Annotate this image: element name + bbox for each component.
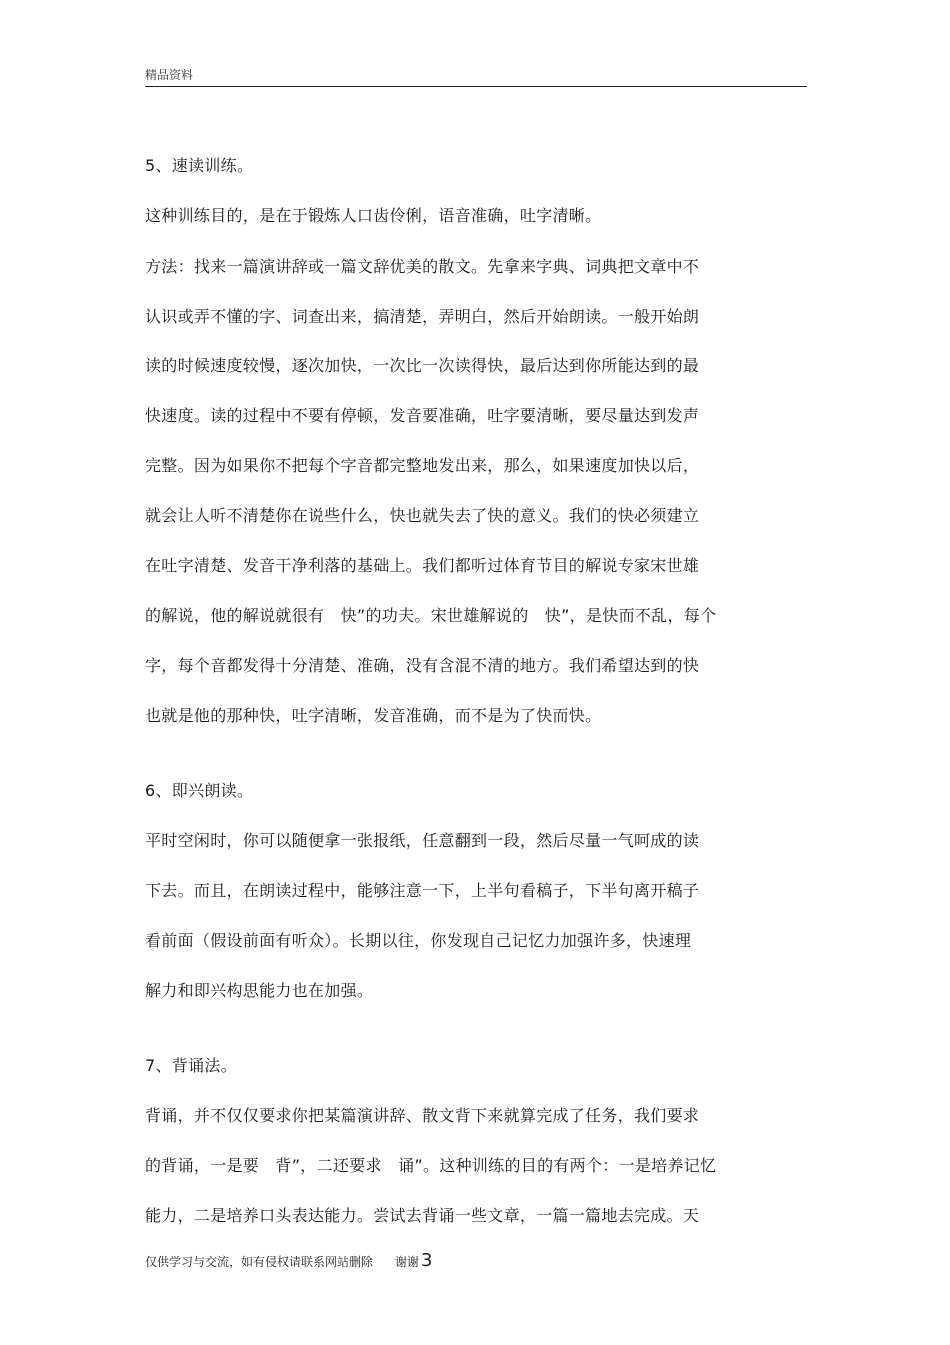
paragraph-line: 在吐字清楚、发音干净利落的基础上。我们都听过体育节目的解说专家宋世雄 (145, 556, 700, 575)
paragraph-line: 字，每个音都发得十分清楚、准确，没有含混不清的地方。我们希望达到的快 (145, 656, 700, 675)
paragraph-line: 完整。因为如果你不把每个字音都完整地发出来，那么，如果速度加快以后， (145, 456, 700, 475)
paragraph-line: 这种训练目的，是在于锻炼人口齿伶俐，语音准确，吐字清晰。 (145, 206, 602, 225)
paragraph-line: 也就是他的那种快，吐字清晰，发音准确，而不是为了快而快。 (145, 706, 602, 725)
paragraph-line: 看前面（假设前面有听众）。长期以往，你发现自己记忆力加强许多，快速理 (145, 931, 692, 950)
paragraph-line: 认识或弄不懂的字、词查出来，搞清楚，弄明白，然后开始朗读。一般开始朗 (145, 307, 700, 326)
paragraph-line: 就会让人听不清楚你在说些什么，快也就失去了快的意义。我们的快必须建立 (145, 506, 700, 525)
paragraph-line: 背诵，并不仅仅要求你把某篇演讲辞、散文背下来就算完成了任务，我们要求 (145, 1106, 700, 1125)
paragraph-line: 读的时候速度较慢，逐次加快，一次比一次读得快，最后达到你所能达到的最 (145, 356, 700, 375)
paragraph-line: 的解说，他的解说就很有 快”的功夫。宋世雄解说的 快”，是快而不乱，每个 (145, 606, 717, 625)
page-footer (145, 1250, 432, 1271)
paragraph-line: 的背诵，一是要 背”，二还要求 诵”。这种训练的目的有两个：一是培养记忆 (145, 1156, 717, 1175)
section-heading: 6、即兴朗读。 (145, 781, 254, 800)
paragraph-line: 解力和即兴构思能力也在加强。 (145, 981, 374, 1000)
footer-disclaimer: 仅供学习与交流，如有侵权请联系网站删除 (145, 1255, 374, 1269)
section-heading: 5、速读训练。 (145, 156, 254, 175)
paragraph-line: 方法：找来一篇演讲辞或一篇文辞优美的散文。先拿来字典、词典把文章中不 (145, 257, 700, 276)
header-divider (145, 86, 807, 87)
footer-thanks: 谢谢 (395, 1255, 420, 1269)
page-header-label: 精品资料 (145, 68, 194, 82)
paragraph-line: 下去。而且，在朗读过程中，能够注意一下，上半句看稿子，下半句离开稿子 (145, 881, 700, 900)
paragraph-line: 快速度。读的过程中不要有停顿，发音要准确，吐字要清晰，要尽量达到发声 (145, 406, 700, 425)
page-number: 3 (421, 1250, 433, 1271)
section-heading: 7、背诵法。 (145, 1056, 237, 1075)
paragraph-line: 平时空闲时，你可以随便拿一张报纸，任意翻到一段，然后尽量一气呵成的读 (145, 831, 700, 850)
paragraph-line: 能力，二是培养口头表达能力。尝试去背诵一些文章，一篇一篇地去完成。天 (145, 1206, 700, 1225)
